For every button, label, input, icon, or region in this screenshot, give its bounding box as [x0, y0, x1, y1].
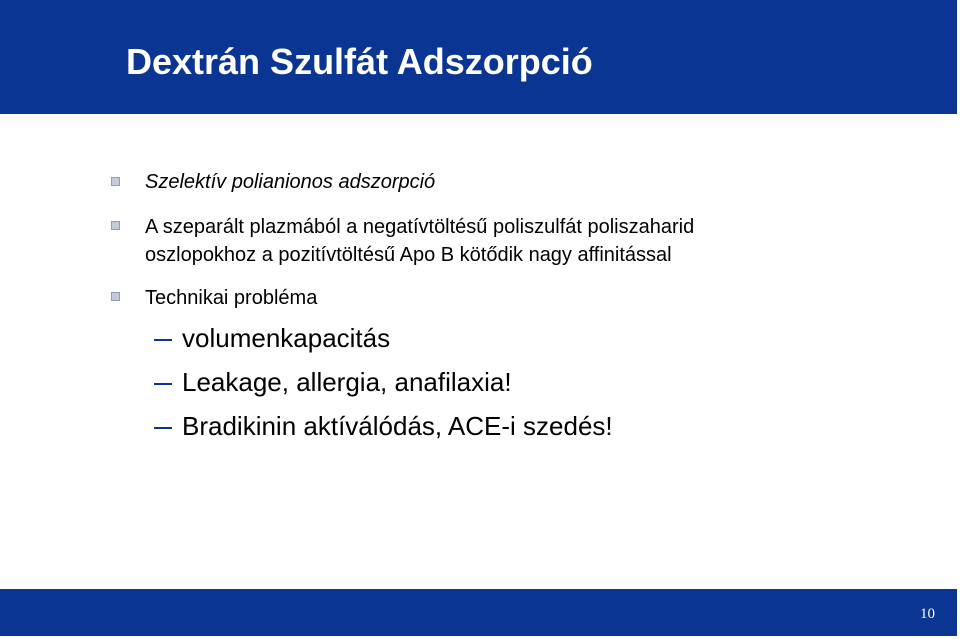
bullet-item-2-line-2: oszlopokhoz a pozitívtöltésű Apo B kötődik nagy affinitással: [145, 244, 672, 266]
sub-item-2: Leakage, allergia, anafilaxia!: [182, 367, 512, 397]
sub-item-1: volumenkapacitás: [182, 323, 391, 353]
bullet-item-2-line-1: A szeparált plazmából a negatívtöltésű poliszulfát poliszaharid: [145, 216, 695, 238]
bullet-item-1: Szelektív polianionos adszorpció: [145, 171, 436, 193]
bullet-item-3: Technikai probléma: [145, 287, 318, 309]
slide-footer-bar: [0, 589, 957, 636]
slide-title: Dextrán Szulfát Adszorpció: [126, 41, 593, 82]
dash-bullet-icon: [154, 339, 172, 341]
square-bullet-icon: [111, 292, 120, 301]
sub-item-3: Bradikinin aktíválódás, ACE-i szedés!: [182, 411, 613, 441]
bullet-item-2: [145, 215, 694, 267]
square-bullet-icon: [111, 221, 120, 230]
page-number: 10: [920, 606, 935, 622]
dash-bullet-icon: [154, 427, 172, 429]
dash-bullet-icon: [154, 383, 172, 385]
square-bullet-icon: [111, 177, 120, 186]
